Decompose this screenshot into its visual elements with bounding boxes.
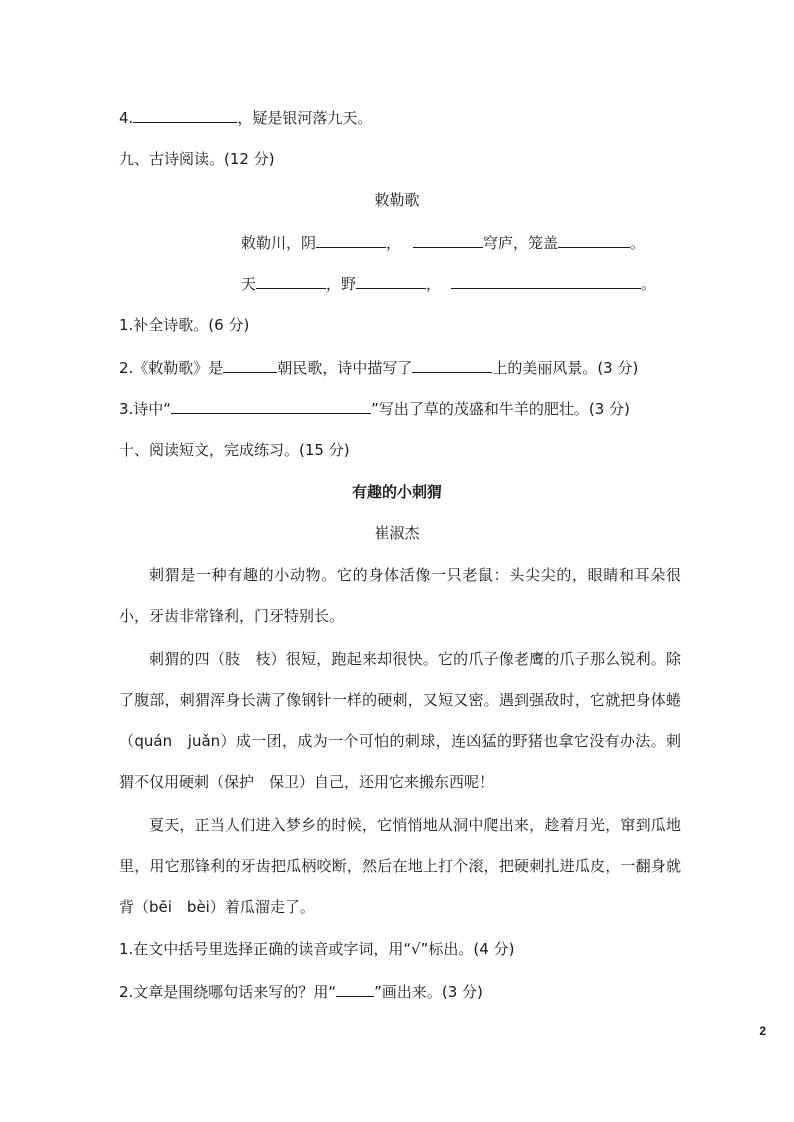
article-paragraph-2: 刺猬的四（肢 枝）很短，跑起来却很快。它的爪子像老鹰的爪子那么锐利。除了腹部，刺猬浑身长满了像钢针一样的硬刺，又短又密。遇到强敌时，它就把身体蜷（quán juǎn）成一团，成为一个可怕的刺球，连凶猛的野猪也拿它没有办法。刺猬不仅用硬刺（保护 保卫）自己，还用它来搬东西呢！ — [119, 650, 681, 791]
answer-blank[interactable] — [256, 272, 326, 289]
underline-sample — [336, 980, 374, 997]
poem-line-1 — [241, 231, 645, 254]
page-number: 2 — [759, 1024, 766, 1038]
question-text: ”写出了草的茂盛和牛羊的肥壮。(3 分) — [371, 400, 630, 418]
poem-title: 敕勒歌 — [374, 191, 420, 209]
section-10-question-2 — [119, 980, 483, 1003]
section-9-question-2 — [119, 356, 638, 379]
answer-blank[interactable] — [451, 272, 641, 289]
section-9-question-1: 1.补全诗歌。(6 分) — [119, 316, 250, 334]
section-10-question-1: 1.在文中括号里选择正确的读音或字词，用“√”标出。(4 分) — [119, 940, 515, 958]
poem-text: 天 — [241, 275, 257, 293]
poem-text: ，野 — [326, 275, 357, 293]
question-text: ”画出来。(3 分) — [374, 983, 483, 1001]
poem-text: ， — [386, 234, 402, 252]
poem-text: 。 — [641, 275, 657, 293]
question-4 — [119, 106, 372, 129]
question-text: 上的美丽风景。(3 分) — [492, 359, 639, 377]
answer-blank[interactable] — [413, 231, 483, 248]
answer-blank[interactable] — [171, 397, 371, 414]
section-9-question-3 — [119, 397, 630, 420]
question-text: 2.文章是围绕哪句话来写的？用“ — [119, 983, 337, 1001]
poem-text: 。 — [630, 234, 646, 252]
article-paragraph-1: 刺猬是一种有趣的小动物。它的身体活像一只老鼠：头尖尖的，眼睛和耳朵很小，牙齿非常锋利，门牙特别长。 — [119, 566, 681, 625]
poem-text: ， — [426, 275, 442, 293]
question-text: 朝民歌，诗中描写了 — [277, 359, 413, 377]
section-9-heading: 九、古诗阅读。(12 分) — [119, 150, 275, 168]
question-4-number: 4. — [119, 109, 134, 127]
article-paragraph-3: 夏天，正当人们进入梦乡的时候，它悄悄地从洞中爬出来，趁着月光，窜到瓜地里，用它那锋利的牙齿把瓜柄咬断，然后在地上打个滚，把硬刺扎进瓜皮，一翻身就背（bēi bèi）着瓜溜走了。 — [119, 816, 681, 916]
article-title: 有趣的小刺猬 — [351, 483, 442, 501]
article-author: 崔淑杰 — [374, 524, 420, 542]
answer-blank[interactable] — [133, 106, 237, 123]
poem-text: 穹庐，笼盖 — [483, 234, 559, 252]
answer-blank[interactable] — [412, 356, 492, 373]
answer-blank[interactable] — [558, 231, 630, 248]
poem-line-2 — [241, 272, 656, 295]
answer-blank[interactable] — [316, 231, 386, 248]
section-10-heading: 十、阅读短文，完成练习。(15 分) — [119, 441, 350, 459]
question-4-text: ，疑是银河落九天。 — [237, 109, 373, 127]
poem-text: 敕勒川，阴 — [241, 234, 317, 252]
answer-blank[interactable] — [356, 272, 426, 289]
answer-blank[interactable] — [223, 356, 277, 373]
question-text: 2.《敕勒歌》是 — [119, 359, 224, 377]
question-text: 3.诗中“ — [119, 400, 172, 418]
